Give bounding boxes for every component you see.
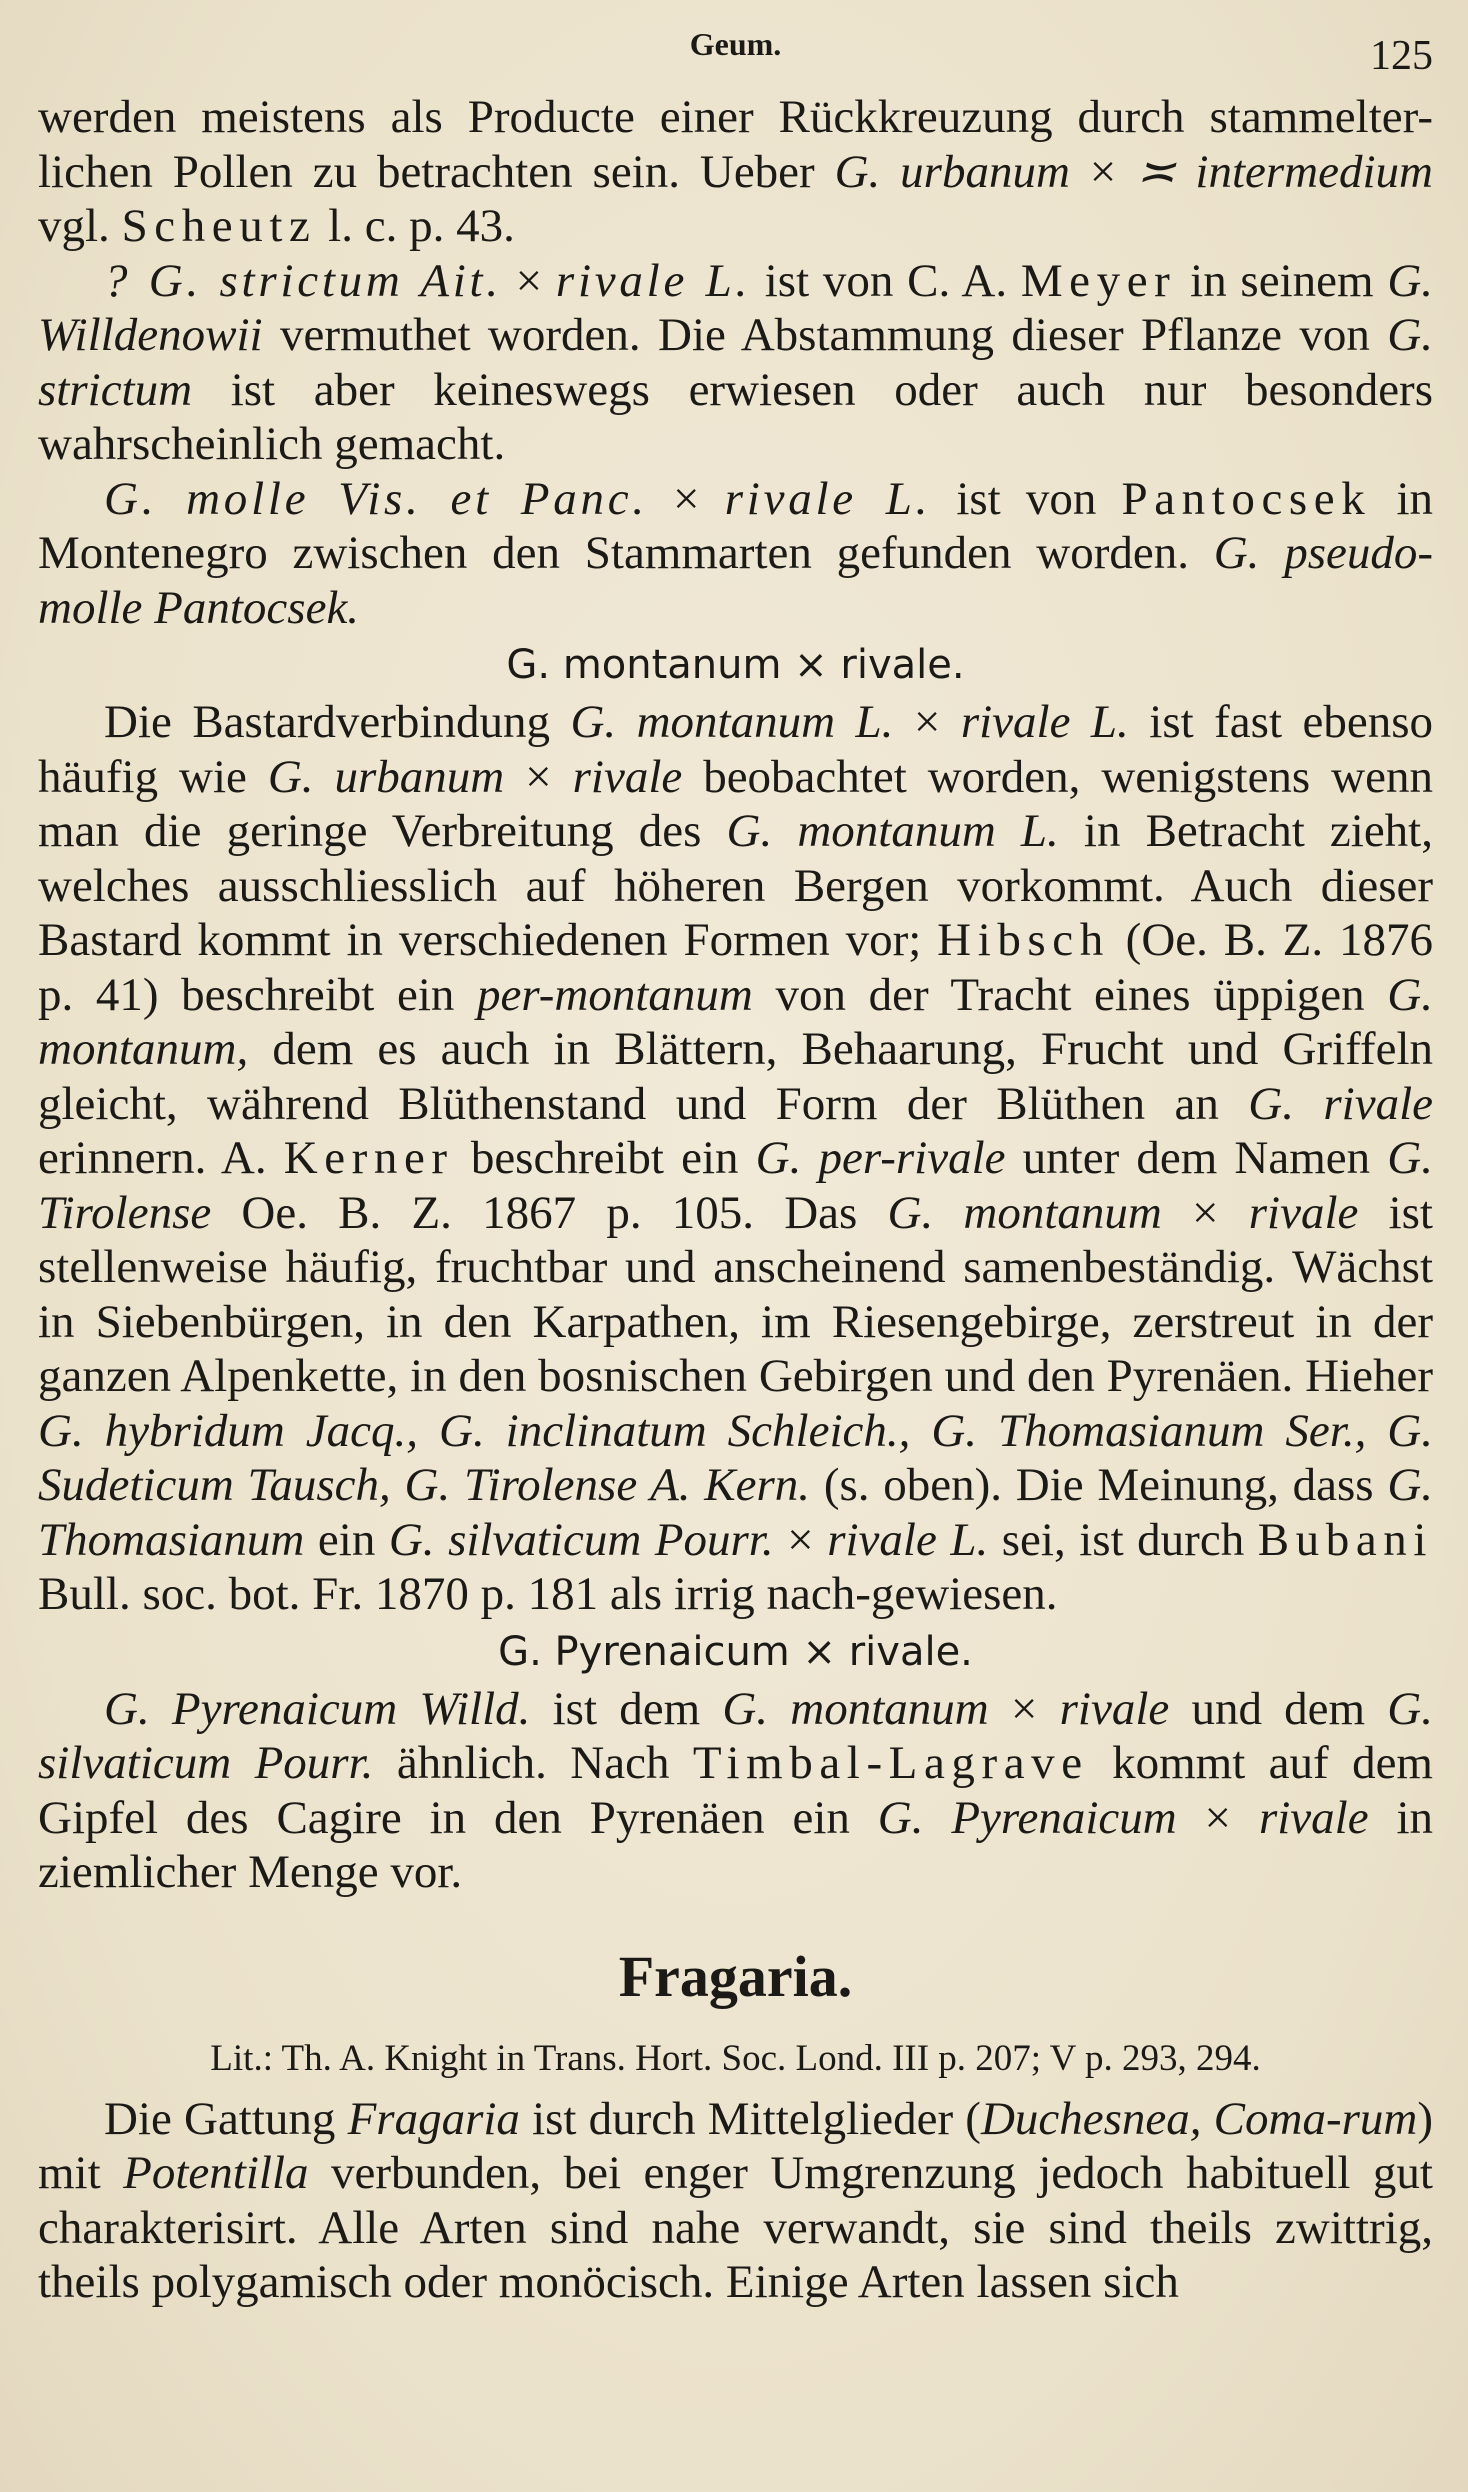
paragraph-montanum: Die Bastardverbindung G. montanum L. × rivale L. ist fast ebenso häufig wie G. urbanum × rivale beobachtet worden, wenigstens wenn man die geringe Verbreitung des G. montanum L. in Betracht zieht, welches ausschliesslich auf höheren Bergen vorkommt. Auch dieser Bastard kommt in verschiedenen Formen vor; Hibsch (Oe. B. Z. 1876 p. 41) beschreibt ein per-montanum von der Tracht eines üppigen G. montanum, dem es auch in Blättern, Behaarung, Frucht und Griffeln gleicht, während Blüthenstand und Form der Blüthen an G. rivale erinnern. A. Kerner beschreibt ein G. per-rivale unter dem Namen G. Tirolense Oe. B. Z. 1867 p. 105. Das G. montanum × rivale ist stellenweise häufig, fruchtbar und anscheinend samenbeständig. Wächst in Siebenbürgen, in den Karpathen, im Riesengebirge, zerstreut in der ganzen Alpenkette, in den bosnischen Gebirgen und den Pyrenäen. Hieher G. hybridum Jacq., G. inclinatum Schleich., G. Thomasianum Ser., G. Sudeticum Tausch, G. Tirolense A. Kern. (s. oben). Die Meinung, dass G. Thomasianum ein G. silvaticum Pourr. × rivale L. sei, ist durch Bubani Bull. soc. bot. Fr. 1870 p. 181 als irrig nach-gewiesen.: [38, 696, 1434, 1620]
page-body: [38, 90, 1433, 2310]
genus-heading-fragaria: Fragaria.: [618, 1943, 853, 2009]
paragraph-fragaria: Die Gattung Fragaria ist durch Mittelglieder (Duchesnea, Coma-rum) mit Potentilla verbunden, bei enger Umgrenzung jedoch habituell gut charakterisirt. Alle Arten sind nahe verwandt, sie sind theils zwittrig, theils polygamisch oder monöcisch. Einige Arten lassen sich: [38, 2092, 1433, 2308]
running-head: Geum.: [689, 26, 782, 62]
paragraph-continuation: werden meistens als Producte einer Rückkreuzung durch stammelter-lichen Pollen zu betrachten sein. Ueber G. urbanum × ≍ intermedium vgl. Scheutz l. c. p. 43.: [38, 91, 1433, 252]
paragraph-molle: G. molle Vis. et Panc. × rivale L. ist von Pantocsek in Montenegro zwischen den Stammarten gefunden worden. G. pseudo-molle Pantocsek.: [38, 472, 1434, 634]
section-heading-pyrenaicum: G. Pyrenaicum × rivale.: [498, 1628, 973, 1675]
literature-reference: Lit.: Th. A. Knight in Trans. Hort. Soc. Lond. III p. 207; V p. 293, 294.: [210, 2037, 1261, 2079]
section-heading-montanum: G. montanum × rivale.: [506, 642, 965, 688]
page-header: [38, 0, 1433, 90]
page-number: 125: [1370, 33, 1433, 79]
paragraph-pyrenaicum: G. Pyrenaicum Willd. ist dem G. montanum × rivale und dem G. silvaticum Pourr. ähnlich. Nach Timbal-Lagrave kommt auf dem Gipfel des Cagire in den Pyrenäen ein G. Pyrenaicum × rivale in ziemlicher Menge vor.: [38, 1682, 1434, 1898]
paragraph-strictum: ? G. strictum Ait. × rivale L. ist von C. A. Meyer in seinem G. Willdenowii vermuthet worden. Die Abstammung dieser Pflanze von G. strictum ist aber keineswegs erwiesen oder auch nur besonders wahrscheinlich gemacht.: [38, 254, 1434, 470]
